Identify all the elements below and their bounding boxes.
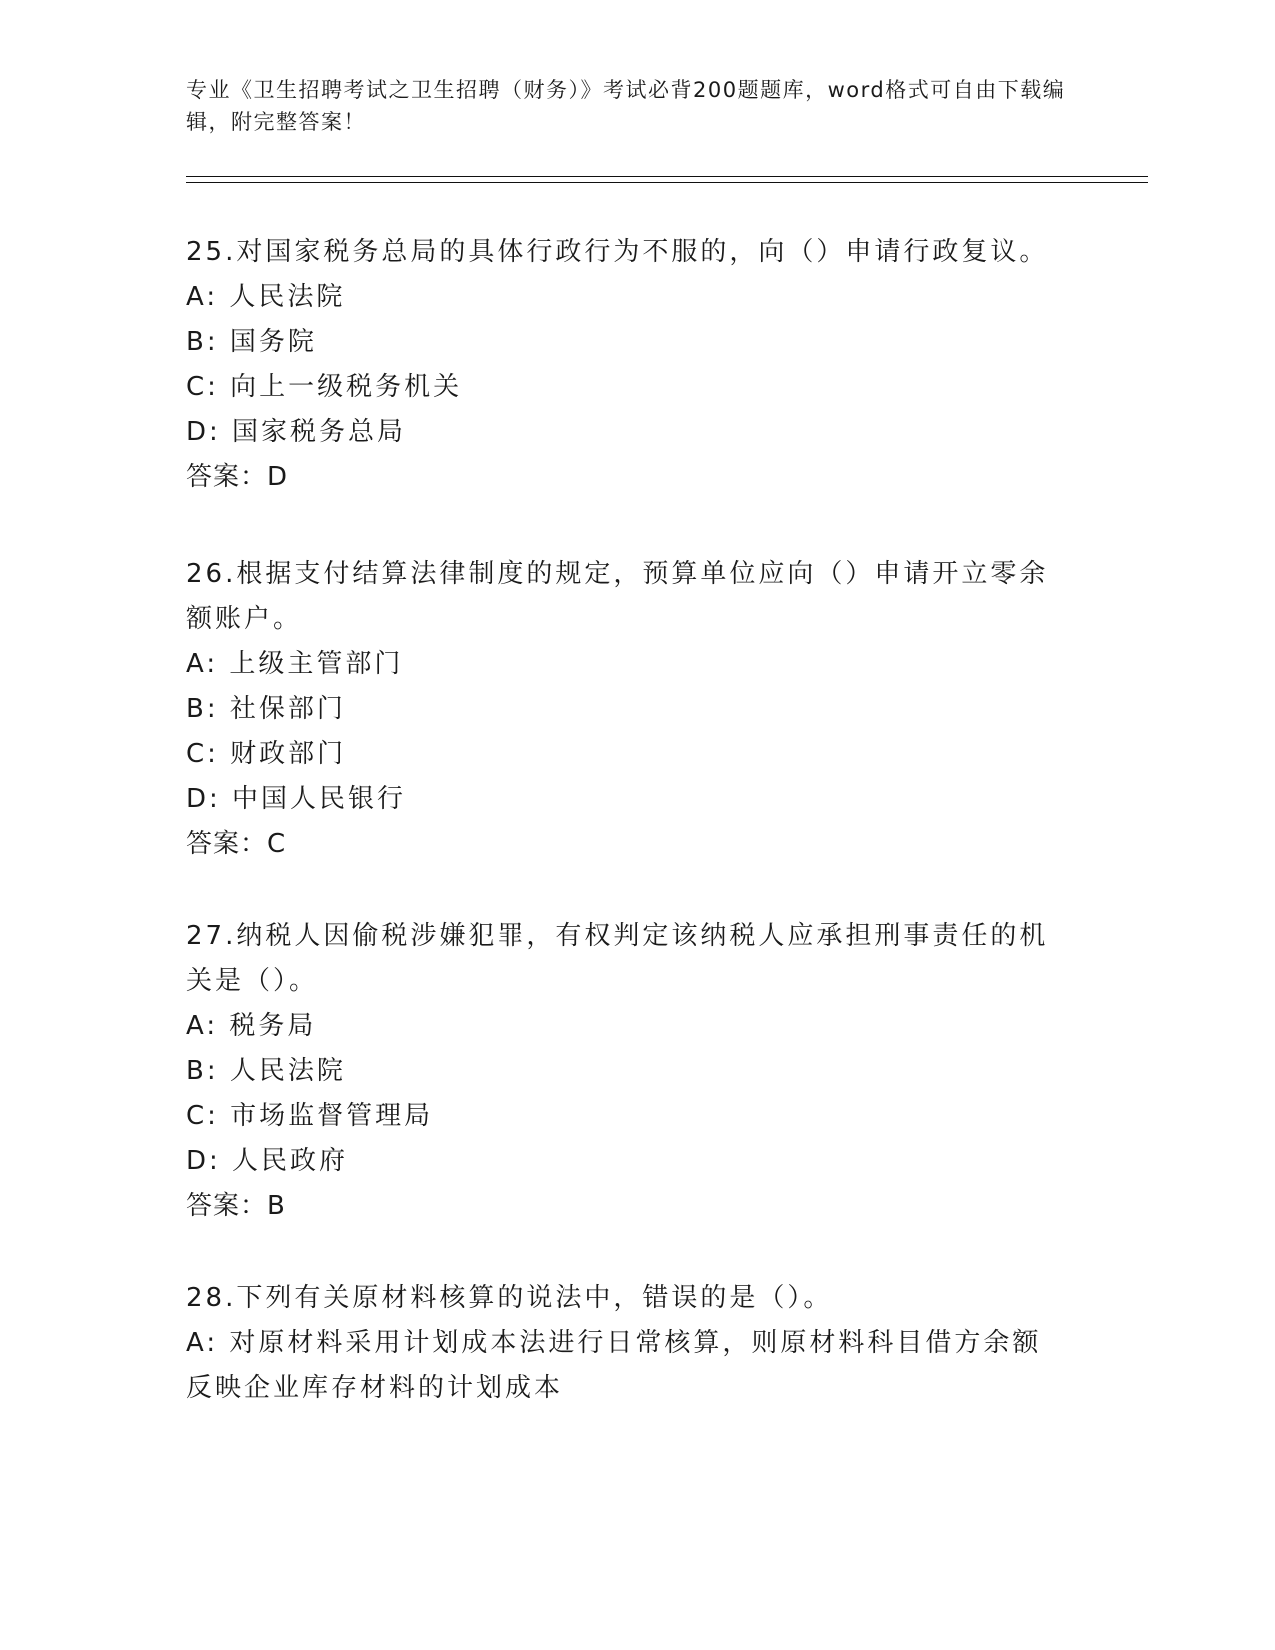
option-b: B: 社保部门 xyxy=(186,694,346,724)
option-c: C: 财政部门 xyxy=(186,739,347,769)
option-c: C: 市场监督管理局 xyxy=(186,1101,434,1131)
question-25 xyxy=(186,230,1066,500)
option-a: A: 对原材料采用计划成本法进行日常核算，则原材料科目借方余额反映企业库存材料的计划成本 xyxy=(186,1328,1042,1403)
question-stem: 27.纳税人因偷税涉嫌犯罪，有权判定该纳税人应承担刑事责任的机关是（）。 xyxy=(186,921,1049,996)
option-a: A: 税务局 xyxy=(186,1011,317,1041)
question-26 xyxy=(186,552,1066,867)
question-28 xyxy=(186,1276,1066,1411)
header-divider-top xyxy=(186,176,1148,177)
option-a: A: 上级主管部门 xyxy=(186,649,404,679)
answer: 答案：C xyxy=(186,829,287,859)
option-d: D: 中国人民银行 xyxy=(186,784,407,814)
question-stem: 26.根据支付结算法律制度的规定，预算单位应向（）申请开立零余额账户。 xyxy=(186,559,1049,634)
option-c: C: 向上一级税务机关 xyxy=(186,372,463,402)
answer: 答案：B xyxy=(186,1191,286,1221)
option-a: A: 人民法院 xyxy=(186,282,346,312)
header-divider-bottom xyxy=(186,182,1148,183)
question-stem: 25.对国家税务总局的具体行政行为不服的，向（）申请行政复议。 xyxy=(186,237,1049,267)
answer: 答案：D xyxy=(186,462,289,492)
option-d: D: 人民政府 xyxy=(186,1146,349,1176)
option-b: B: 国务院 xyxy=(186,327,317,357)
question-stem: 28.下列有关原材料核算的说法中，错误的是（）。 xyxy=(186,1283,833,1313)
option-d: D: 国家税务总局 xyxy=(186,417,407,447)
option-b: B: 人民法院 xyxy=(186,1056,346,1086)
document-header: 专业《卫生招聘考试之卫生招聘（财务）》考试必背200题题库，word格式可自由下载编辑，附完整答案！ xyxy=(186,78,1066,134)
question-27 xyxy=(186,914,1066,1229)
